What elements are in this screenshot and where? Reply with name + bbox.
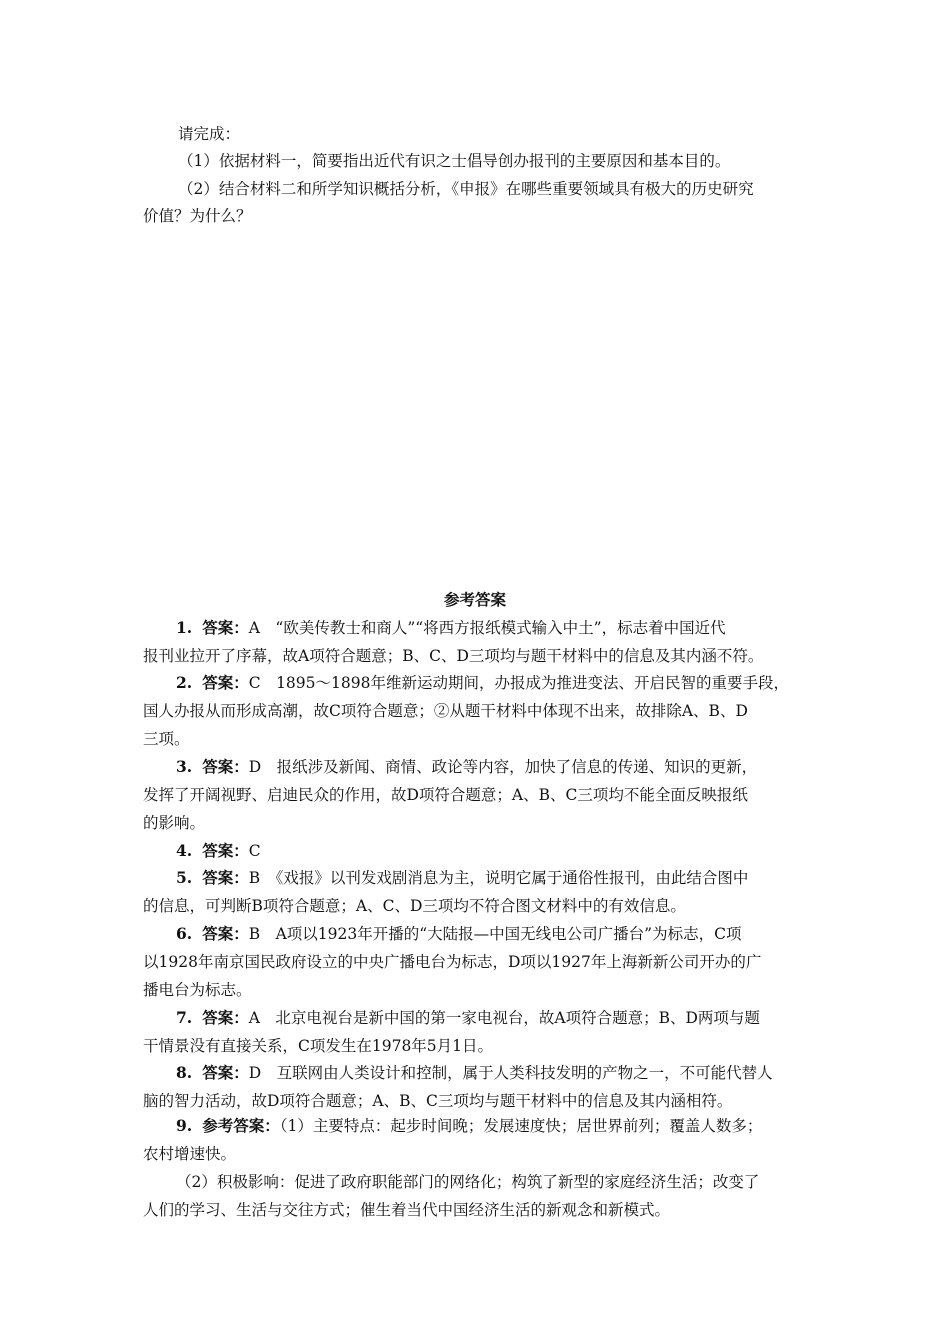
- answer-number: 6.: [176, 924, 193, 943]
- answer-9-part-2-line-1: （2）积极影响：促进了政府职能部门的网络化；构筑了新型的家庭经济生活；改变了: [176, 1173, 760, 1191]
- answer-label: 答案：: [202, 841, 249, 860]
- answer-continuation-line: 国人办报从而形成高潮，故C项符合题意；②从题干材料中体现不出来，故排除A、B、D: [143, 702, 748, 720]
- answer-item: [176, 841, 261, 861]
- answer-label: 答案：: [202, 618, 249, 637]
- answer-continuation-line: 报刊业拉开了序幕，故A项符合题意；B、C、D三项均与题干材料中的信息及其内涵不符。: [143, 647, 764, 665]
- answer-item: [176, 757, 757, 777]
- answer-continuation-line: 的影响。: [143, 814, 206, 832]
- answer-number: 5.: [176, 868, 193, 887]
- answer-text: D 互联网由人类设计和控制，属于人类科技发明的产物之一，不可能代替人: [248, 1064, 773, 1082]
- answer-9-line-2: 农村增速快。: [143, 1145, 237, 1163]
- answer-text: B A项以1923年开播的“大陆报—中国无线电公司广播台”为标志，C项: [248, 925, 742, 943]
- answer-continuation-line: 以1928年南京国民政府设立的中央广播电台为标志，D项以1927年上海新新公司开办的广: [143, 953, 762, 971]
- answer-number: 9.: [176, 1116, 193, 1135]
- answer-continuation-line: 脑的智力活动，故D项符合题意；A、B、C三项均与题干材料中的信息及其内涵相符。: [143, 1092, 733, 1110]
- answer-item: [176, 1008, 760, 1028]
- answer-text: C 1895～1898年维新运动期间，办报成为推进变法、开启民智的重要手段，: [248, 674, 789, 692]
- answer-item: [176, 673, 789, 693]
- answer-number: 7.: [176, 1008, 193, 1027]
- answer-number: 8.: [176, 1063, 193, 1082]
- answer-number: 2.: [176, 673, 193, 692]
- answer-label: 答案：: [202, 1063, 249, 1082]
- question-2-line-1: （2）结合材料二和所学知识概括分析，《申报》在哪些重要领域具有极大的历史研究: [178, 180, 754, 198]
- answer-item: [176, 924, 741, 944]
- answer-text: A “欧美传教士和商人”“将西方报纸模式输入中土”，标志着中国近代: [248, 619, 726, 637]
- answer-label: 答案：: [202, 868, 249, 887]
- answer-label: 答案：: [202, 757, 249, 776]
- question-intro: 请完成：: [178, 125, 241, 143]
- answer-number: 1.: [176, 618, 193, 637]
- answer-label: 答案：: [202, 673, 249, 692]
- answer-item: [176, 868, 748, 888]
- answer-text: B 《戏报》以刊发戏剧消息为主，说明它属于通俗性报刊，由此结合图中: [248, 869, 749, 887]
- answer-label: 答案：: [202, 924, 249, 943]
- answer-item: [176, 1063, 773, 1083]
- answer-text: A 北京电视台是新中国的第一家电视台，故A项符合题意；B、D两项与题: [248, 1009, 760, 1027]
- answer-continuation-line: 发挥了开阔视野、启迪民众的作用，故D项符合题意；A、B、C三项均不能全面反映报纸: [143, 786, 748, 804]
- answer-9-first-line: [176, 1116, 762, 1136]
- answer-continuation-line: 的信息，可判断B项符合题意；A、C、D三项均不符合图文材料中的有效信息。: [143, 897, 686, 915]
- question-2-line-2: 价值？为什么？: [143, 207, 252, 225]
- answer-9-part-2-line-2: 人们的学习、生活与交往方式；催生着当代中国经济生活的新观念和新模式。: [143, 1201, 671, 1219]
- answer-continuation-line: 播电台为标志。: [143, 981, 252, 999]
- answer-number: 3.: [176, 757, 193, 776]
- answer-label: 答案：: [202, 1008, 249, 1027]
- answer-item: [176, 618, 726, 638]
- answer-label: 参考答案：: [202, 1116, 280, 1135]
- question-1: （1）依据材料一，简要指出近代有识之士倡导创办报刊的主要原因和基本目的。: [178, 152, 731, 170]
- answer-text: D 报纸涉及新闻、商情、政论等内容，加快了信息的传递、知识的更新，: [248, 758, 758, 776]
- answer-number: 4.: [176, 841, 193, 860]
- answer-continuation-line: 三项。: [143, 730, 190, 748]
- answer-text: C: [248, 842, 261, 860]
- answer-text: （1）主要特点：起步时间晚；发展速度快；居世界前列；覆盖人数多；: [279, 1117, 763, 1135]
- answers-title: 参考答案: [443, 590, 506, 609]
- answer-continuation-line: 干情景没有直接关系，C项发生在1978年5月1日。: [143, 1037, 494, 1055]
